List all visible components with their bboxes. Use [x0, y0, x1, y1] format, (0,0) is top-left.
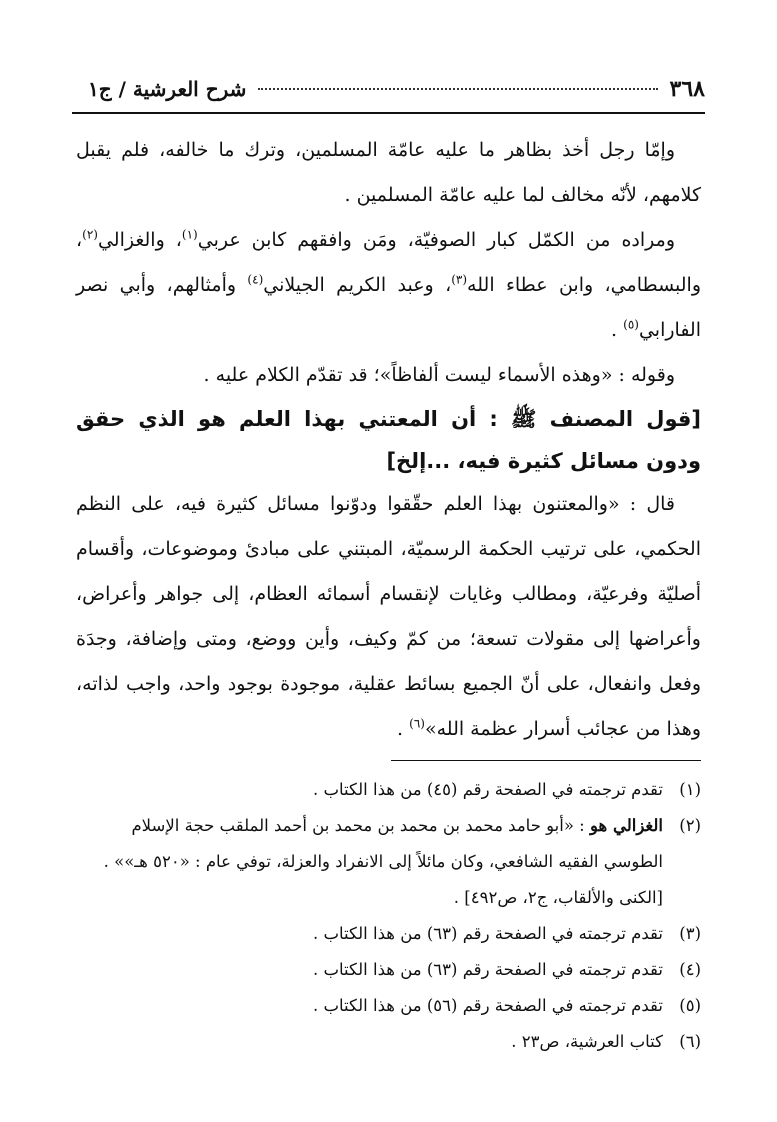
footnote-number: (٦) [679, 1032, 701, 1051]
paragraph-2-part-d: ، وعبد الكريم الجيلاني [263, 274, 452, 296]
paragraph-2-part-c: ، والبسطامي، وابن عطاء الله [76, 229, 701, 296]
footnotes [76, 772, 701, 1060]
footnote-item [76, 808, 701, 916]
footnote-number: (٥) [679, 996, 701, 1015]
footnote-ref-5[interactable]: (٥) [623, 317, 639, 332]
footnote-ref-2[interactable]: (٢) [82, 227, 98, 242]
footnote-item [76, 772, 701, 808]
footnote-number: (٣) [679, 924, 701, 943]
paragraph-2-part-a: ومراده من الكمّل كبار الصوفيّة، ومَن وافقهم كابن عربي [197, 229, 675, 251]
paragraph-2-part-e: وأمثالهم، وأبي نصر الفارابي [76, 274, 701, 341]
header-rule [72, 112, 705, 114]
footnote-ref-6[interactable]: (٦) [409, 716, 425, 731]
paragraph-4 [76, 482, 701, 752]
footnote-bold-term: الغزالي هو [589, 816, 663, 835]
paragraph-2 [76, 218, 701, 353]
footnote-text: تقدم ترجمته في الصفحة رقم (٦٣) من هذا الكتاب . [313, 960, 663, 979]
paragraph-4-end: . [397, 718, 410, 740]
footnote-text: تقدم ترجمته في الصفحة رقم (٤٥) من هذا الكتاب . [313, 780, 663, 799]
page-header [88, 76, 705, 102]
footnote-text: تقدم ترجمته في الصفحة رقم (٦٣) من هذا الكتاب . [313, 924, 663, 943]
footnote-body: : «أبو حامد محمد بن محمد بن محمد بن أحمد الملقب حجة الإسلام الطوسي الفقيه الشافعي، وكان مائلاً إلى الانفراد والعزلة، توفي عام : «٥٢٠ هـ»» . [الكنى والألقاب، ج٢، ص٤٩٢] . [103, 816, 663, 907]
page-number: ٣٦٨ [669, 76, 705, 102]
footnote-ref-3[interactable]: (٣) [451, 272, 468, 287]
footnote-separator [391, 760, 701, 761]
running-title: شرح العرشية / ج١ [88, 77, 247, 101]
footnote-item [76, 988, 701, 1024]
footnote-ref-4[interactable]: (٤) [247, 272, 264, 287]
footnote-ref-1[interactable]: (١) [181, 227, 198, 242]
footnote-item [76, 952, 701, 988]
paragraph-4-text: قال : «والمعتنون بهذا العلم حقّقوا ودوّنوا مسائل كثيرة فيه، على النظم الحكمي، على ترتيب الحكمة الرسميّة، المبتني على مبادئ وموضوعات، وأقسام أصليّة وفرعيّة، ومطالب وغايات لإنقسام أسمائه العظام، إلى جواهر وأعراض، وأعراضها إلى مقولات تسعة؛ من كمّ وكيف، وأين ووضع، ومتى وإضافة، وجدَة وفعل وانفعال، على أنّ الجميع بسائط عقلية، موجودة بوجود واحد، واجب لذاته، وهذا من عجائب أسرار عظمة الله» [76, 493, 701, 740]
footnote-number: (١) [679, 780, 701, 799]
section-heading: [قول المصنف ﷺ : أن المعتني بهذا العلم هو الذي حقق ودون مسائل كثيرة فيه، ...إلخ] [76, 407, 701, 473]
header-leader-dots [258, 87, 657, 90]
paragraph-2-part-b: ، والغزالي [97, 229, 182, 251]
footnote-number: (٤) [679, 960, 701, 979]
paragraph-1: وإمّا رجل أخذ بظاهر ما عليه عامّة المسلمين، وترك ما خالفه، فلم يقبل كلامهم، لأنّه مخالف لما عليه عامّة المسلمين . [76, 139, 701, 206]
footnote-item [76, 916, 701, 952]
footnote-text: تقدم ترجمته في الصفحة رقم (٥٦) من هذا الكتاب . [313, 996, 663, 1015]
footnote-item [76, 1024, 701, 1060]
footnote-text [76, 808, 663, 916]
footnote-number: (٢) [679, 816, 701, 835]
main-text [76, 128, 701, 752]
paragraph-3: وقوله : «وهذه الأسماء ليست ألفاظاً»؛ قد تقدّم الكلام عليه . [203, 364, 675, 386]
footnote-text: كتاب العرشية، ص٢٣ . [511, 1032, 663, 1051]
paragraph-2-part-f: . [611, 319, 624, 341]
